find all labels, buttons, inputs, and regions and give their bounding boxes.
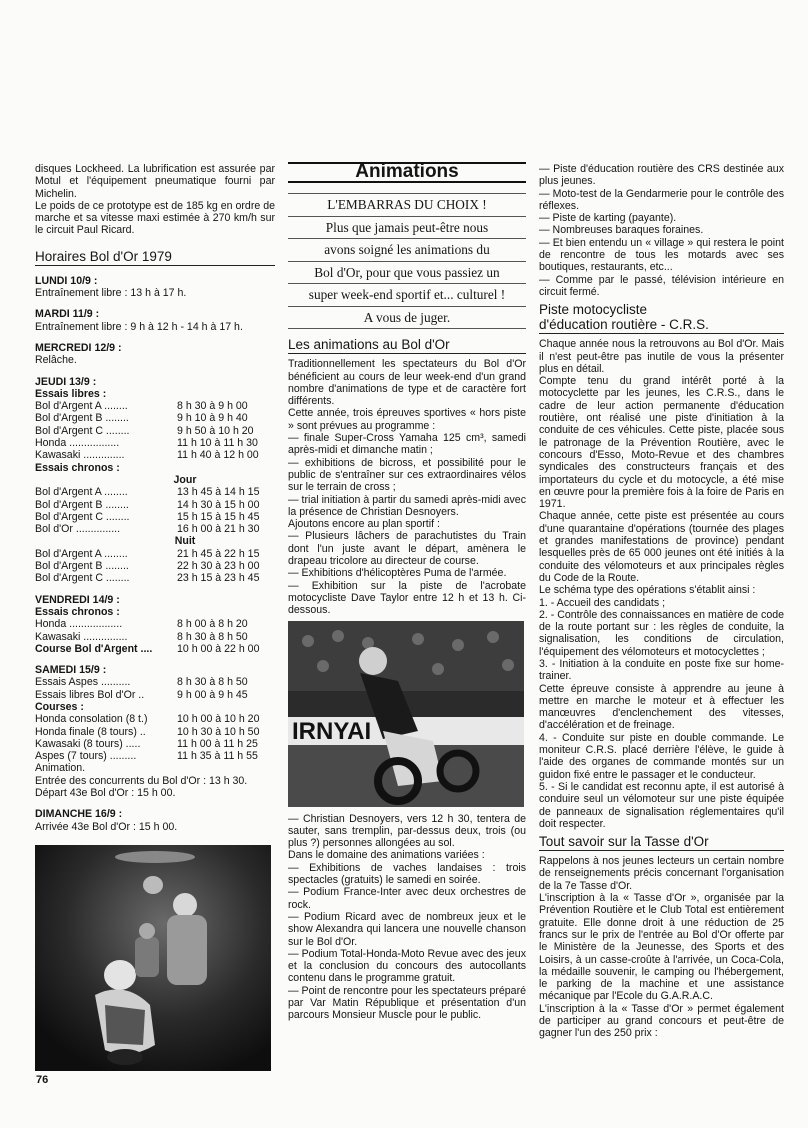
schedule-row — [35, 437, 275, 449]
paragraph: — finale Super-Cross Yamaha 125 cm³, samedi après-midi et dimanche matin ; — [288, 432, 526, 457]
paragraph: — Christian Desnoyers, vers 12 h 30, tentera de sauter, sans tremplin, par-dessus deux, trois (ou plus ?) personnes allongées au sol. — [288, 812, 526, 850]
paragraph: Chaque année, cette piste est présentée au cours d'une quarantaine d'opérations (tournée des plages et grandes manifestations de province) pendant lesquelles près de 65 000 jeunes ont été initiés à la conduite des vélomoteurs et aux principales règles du Code de la Route. — [539, 510, 784, 584]
schedule-line: Entrée des concurrents du Bol d'Or : 13 h 30. — [35, 774, 248, 787]
paragraph: — Et bien entendu un « village » qui restera le point de rencontre de tous les motards avec ses boutiques, restaurants, etc... — [539, 236, 784, 274]
paragraph: — Exhibition sur la piste de l'acrobate motocycliste Dave Taylor entre 12 h et 13 h. Ci-dessous. — [288, 579, 526, 617]
schedule-row — [35, 548, 275, 560]
race-photo — [35, 845, 271, 1071]
row-time: 23 h 15 à 23 h 45 — [177, 572, 260, 585]
row-time: 11 h 00 à 11 h 25 — [177, 737, 258, 750]
row-label: Course Bol d'Argent .... — [35, 642, 153, 655]
schedule-row — [35, 425, 275, 437]
paragraph: — trial initiation à partir du samedi après-midi avec la présence de Christian Desnoyers. — [288, 493, 526, 518]
day-heading: MARDI 11/9 : — [35, 308, 100, 321]
intro-line: Plus que jamais peut-être nous — [288, 216, 526, 239]
row-time: 14 h 30 à 15 h 00 — [177, 498, 260, 511]
subheading: Essais chronos : — [35, 605, 120, 618]
row-label: Bol d'Argent C ........ — [35, 424, 130, 437]
paragraph: Traditionnellement les spectateurs du Bol d'Or bénéficient au cours de leur week-end d'un grand nombre d'animations de type et de caractère fort différents. — [288, 358, 526, 408]
schedule-row — [35, 643, 275, 655]
paragraph: — Podium Total-Honda-Moto Revue avec des jeux et la conclusion du concours des autocollants contenu dans le programme gratuit. — [288, 947, 526, 985]
schedule-row — [35, 449, 275, 461]
schedule-row — [35, 618, 275, 630]
column-right — [539, 163, 784, 1040]
paragraph: 2. - Contrôle des connaissances en matière de code de la route portant sur : les règles de conduite, la signalisation, les conditions de circulation, l'équipement des vélomoteurs et motocyclettes ; — [539, 608, 784, 658]
day-heading: SAMEDI 15/9 : — [35, 664, 107, 677]
row-time: 9 h 10 à 9 h 40 — [177, 412, 248, 425]
intro-box — [288, 193, 526, 329]
row-label: Bol d'Argent A ........ — [35, 400, 128, 413]
schedule-line: Entraînement libre : 13 h à 17 h. — [35, 287, 187, 300]
paragraph: L'inscription à la « Tasse d'Or », organisée par la Prévention Routière et le Club Total est entièrement gratuite. Elle donne droit à une réduction de 25 francs sur le prix de l'entrée au Bol d'Or offerte par le Ministère de la Jeunesse, des Sports et des Loisirs, à un casse-croûte à l'arrivée, un Coca-Cola, la médaille souvenir, le camping ou l'hébergement, le parking de la machine et une assistance mécanique par l'Ecole du G.A.R.A.C. — [539, 892, 784, 1003]
row-time: 10 h 00 à 22 h 00 — [177, 642, 260, 655]
intro-line: avons soigné les animations du — [288, 238, 526, 261]
section-title-line: Piste motocycliste — [539, 302, 648, 318]
row-time: 11 h 10 à 11 h 30 — [177, 437, 258, 450]
paragraph: Cette année, trois épreuves sportives « hors piste » sont prévues au programme : — [288, 407, 526, 432]
paragraph: — Comme par le passé, télévision intérieure en circuit fermé. — [539, 273, 784, 298]
row-label: Kawasaki (8 tours) ..... — [35, 737, 141, 750]
paragraph: — Exhibitions d'hélicoptères Puma de l'armée. — [288, 567, 507, 580]
schedule-title: Horaires Bol d'Or 1979 — [35, 249, 275, 266]
intro-line: Bol d'Or, pour que vous passiez un — [288, 261, 526, 284]
row-label: Kawasaki .............. — [35, 449, 125, 462]
schedule-row — [35, 499, 275, 511]
paragraph: Cette épreuve consiste à apprendre au jeune à mettre en marche le moteur et à effectuer les manœuvres d'enclenchement des vitesses, d'accélération et de freinage. — [539, 682, 784, 732]
row-label: Bol d'Argent C ........ — [35, 510, 130, 523]
row-time: 8 h 00 à 8 h 20 — [177, 618, 248, 631]
row-time: 13 h 45 à 14 h 15 — [177, 486, 260, 499]
row-time: 8 h 30 à 8 h 50 — [177, 676, 248, 689]
animations-title: Animations — [288, 162, 526, 183]
row-label: Essais Aspes .......... — [35, 676, 131, 689]
row-time: 11 h 40 à 12 h 00 — [177, 449, 259, 462]
subheading: Essais libres : — [35, 387, 107, 400]
row-label: Bol d'Argent B ........ — [35, 560, 129, 573]
row-time: 10 h 30 à 10 h 50 — [177, 725, 260, 738]
row-time: 8 h 30 à 9 h 00 — [177, 400, 248, 413]
row-time: 9 h 00 à 9 h 45 — [177, 688, 248, 701]
schedule-row — [35, 750, 275, 762]
stunt-photo — [288, 621, 524, 807]
subheading: Essais chronos : — [35, 461, 120, 474]
day-heading: LUNDI 10/9 : — [35, 274, 98, 287]
row-label: Bol d'Argent A ........ — [35, 486, 128, 499]
row-time: 9 h 50 à 10 h 20 — [177, 424, 254, 437]
row-label: Bol d'Argent C ........ — [35, 572, 130, 585]
row-label: Bol d'Argent B ........ — [35, 412, 129, 425]
schedule-row — [35, 486, 275, 498]
paragraph: L'inscription à la « Tasse d'Or » permet également de participer au grand concours et peut-être de gagner l'un des 250 prix : — [539, 1002, 784, 1040]
schedule-line: Entraînement libre : 9 h à 12 h - 14 h à 17 h. — [35, 320, 243, 333]
column-middle — [288, 162, 526, 1022]
schedule — [35, 249, 275, 833]
day-heading: DIMANCHE 16/9 : — [35, 808, 123, 821]
row-label: Honda ................. — [35, 437, 120, 450]
paragraph: — Plusieurs lâchers de parachutistes du Train dont l'un juste avant le départ, amènera le drapeau tricolore au directeur de course. — [288, 530, 526, 568]
day-heading: VENDREDI 14/9 : — [35, 593, 120, 606]
row-time: 16 h 00 à 21 h 30 — [177, 523, 260, 536]
paragraph: Ajoutons encore au plan sportif : — [288, 518, 440, 531]
session-label: Jour — [173, 473, 197, 486]
session-label: Nuit — [174, 535, 196, 548]
schedule-row — [35, 400, 275, 412]
schedule-line: Animation. — [35, 762, 86, 775]
paragraph: Compte tenu du grand intérêt porté à la motocyclette par les jeunes, les C.R.S., dans le cadre de leur action permanente d'éducation routière, ont réalisé une piste d'initiation à la conduite de ces véhicules. Cette piste, placée sous le patronage de la Prévention Routière, avec le concours d'Esso, Moto-Revue et des chambres syndicales des constructeurs français et des importateurs du cycle et du motocycle, a été mise en œuvre pour la première fois à la foire de Paris en 1971. — [539, 375, 784, 511]
row-label: Bol d'Argent B ........ — [35, 498, 129, 511]
day-heading: MERCREDI 12/9 : — [35, 341, 122, 354]
paragraph: — Podium France-Inter avec deux orchestres de rock. — [288, 886, 526, 911]
paragraph: Le schéma type des opérations s'établit ainsi : — [539, 584, 756, 597]
page-number: 76 — [36, 1074, 49, 1086]
schedule-row — [35, 560, 275, 572]
row-time: 11 h 35 à 11 h 55 — [177, 750, 258, 763]
section-title: Les animations au Bol d'Or — [288, 337, 526, 354]
row-label: Essais libres Bol d'Or .. — [35, 688, 145, 701]
paragraph: 3. - Initiation à la conduite en poste fixe sur home-trainer. — [539, 657, 784, 683]
row-label: Aspes (7 tours) ......... — [35, 750, 137, 763]
schedule-line: Relâche. — [35, 354, 77, 367]
paragraph: — Exhibitions de vaches landaises : trois spectacles (gratuits) le samedi en soirée. — [288, 861, 526, 887]
paragraph: Rappelons à nos jeunes lecteurs un certain nombre de renseignements précis concernant l'organisation de la 7e Tasse d'Or. — [539, 855, 784, 892]
section-title — [539, 302, 784, 334]
intro-line: A vous de juger. — [288, 306, 526, 330]
row-time: 15 h 15 à 15 h 45 — [177, 510, 260, 523]
section-title-line: d'éducation routière - C.R.S. — [539, 317, 709, 333]
paragraph: 4. - Conduite sur piste en double commande. Le moniteur C.R.S. placé derrière l'élève, le guide à l'aide des organes de commande montés sur un guidon fixé entre le passager et le conducteur. — [539, 731, 784, 781]
row-time: 8 h 30 à 8 h 50 — [177, 630, 248, 643]
paragraph: Chaque année nous la retrouvons au Bol d'Or. Mais il n'est peut-être pas inutile de vous la présenter plus en détail. — [539, 338, 784, 375]
schedule-row — [35, 726, 275, 738]
row-time: 10 h 00 à 10 h 20 — [177, 713, 260, 726]
schedule-row — [35, 738, 275, 750]
paragraph: — Nombreuses baraques foraines. — [539, 224, 704, 237]
row-time: 21 h 45 à 22 h 15 — [177, 547, 260, 560]
paragraph: — Podium Ricard avec de nombreux jeux et le show Alexandra qui lancera une nouvelle chanson sur le Bol d'Or. — [288, 910, 526, 948]
paragraph: — Point de rencontre pour les spectateurs préparé par Var Matin République et présentation d'un parcours Monsieur Muscle pour le public. — [288, 984, 526, 1022]
schedule-row — [35, 713, 275, 725]
schedule-row — [35, 523, 275, 535]
paragraph: 1. - Accueil des candidats ; — [539, 596, 666, 609]
row-label: Honda .................. — [35, 618, 123, 631]
subheading: Courses : — [35, 700, 84, 713]
paragraph: — Piste de karting (payante). — [539, 212, 677, 225]
schedule-line: Arrivée 43e Bol d'Or : 15 h 00. — [35, 820, 178, 833]
intro-line: L'EMBARRAS DU CHOIX ! — [288, 193, 526, 216]
intro-paragraph: Le poids de ce prototype est de 185 kg en ordre de marche et sa vitesse maxi estimée à 270 km/h sur le circuit Paul Ricard. — [35, 199, 275, 237]
column-left — [35, 163, 275, 1071]
schedule-row — [35, 511, 275, 523]
paragraph: — exhibitions de bicross, et possibilité pour le public de s'entraîner sur ces extraordinaires vélos sur le terrain de cross ; — [288, 456, 526, 494]
intro-line: super week-end sportif et... culturel ! — [288, 283, 526, 306]
row-label: Kawasaki ............... — [35, 630, 128, 643]
section-title: Tout savoir sur la Tasse d'Or — [539, 834, 784, 851]
paragraph: Dans le domaine des animations variées : — [288, 849, 485, 862]
day-heading: JEUDI 13/9 : — [35, 375, 97, 388]
paragraph: 5. - Si le candidat est reconnu apte, il est autorisé à conduire seul un vélomoteur sur une piste équipée de panneaux de signalisation réglementaires qu'il doit respecter. — [539, 780, 784, 830]
schedule-row — [35, 631, 275, 643]
schedule-line: Départ 43e Bol d'Or : 15 h 00. — [35, 787, 176, 800]
banner-text: IRNYAI — [292, 717, 372, 745]
paragraph: — Piste d'éducation routière des CRS destinée aux plus jeunes. — [539, 163, 784, 188]
schedule-row — [35, 689, 275, 701]
intro-paragraph: disques Lockheed. La lubrification est assurée par Motul et l'équipement pneumatique fourni par Michelin. — [35, 163, 275, 200]
schedule-row — [35, 676, 275, 688]
row-label: Bol d'Or ............... — [35, 523, 121, 536]
schedule-row — [35, 572, 275, 584]
row-label: Honda finale (8 tours) .. — [35, 725, 146, 738]
row-time: 22 h 30 à 23 h 00 — [177, 560, 260, 573]
schedule-row — [35, 412, 275, 424]
row-label: Honda consolation (8 t.) — [35, 713, 148, 726]
row-label: Bol d'Argent A ........ — [35, 547, 128, 560]
paragraph: — Moto-test de la Gendarmerie pour le contrôle des réflexes. — [539, 187, 784, 212]
